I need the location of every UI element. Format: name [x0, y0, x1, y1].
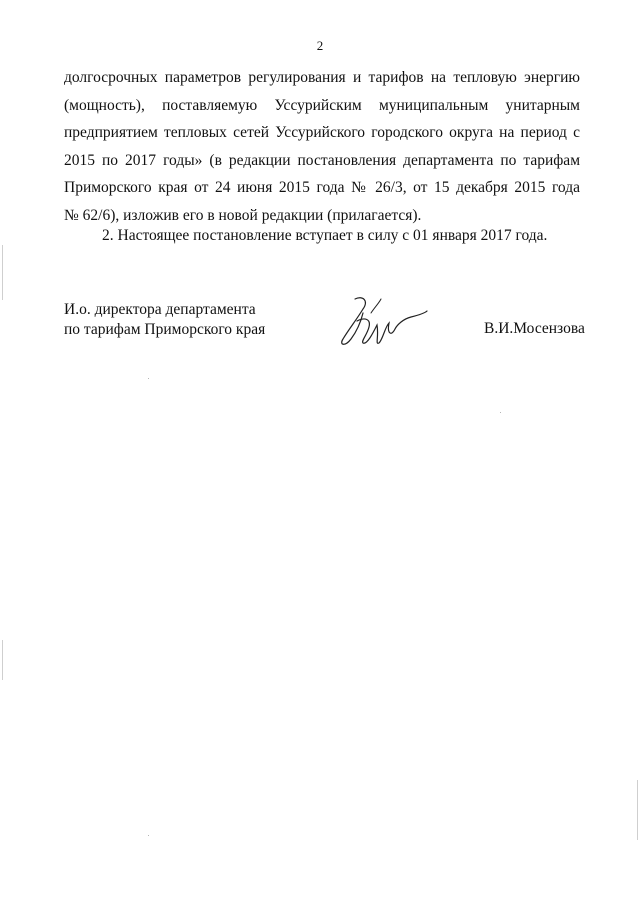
- paragraph-line: долгосрочных параметров регулирования и тарифов на тепловую энергию: [64, 69, 580, 86]
- paragraph-line: № 62/6), изложив его в новой редакции (прилагается).: [64, 206, 422, 224]
- scan-edge-mark: [2, 640, 3, 680]
- paragraph-line: 2015 по 2017 годы» (в редакции постановления департамента по тарифам: [64, 151, 580, 169]
- paragraph-line: (мощность), поставляемую Уссурийским муниципальным унитарным: [64, 96, 580, 114]
- paragraph-line: предприятием тепловых сетей Уссурийского городского округа на период с: [64, 124, 580, 141]
- paragraph-2: 2. Настоящее постановление вступает в силу с 01 января 2017 года.: [102, 227, 548, 244]
- handwritten-signature: [335, 293, 430, 353]
- scan-edge-mark: [2, 245, 3, 300]
- page-number: 2: [316, 38, 324, 53]
- signer-title-line: И.о. директора департамента: [64, 301, 256, 318]
- scan-speck: [148, 835, 149, 836]
- paragraph-1: [64, 64, 580, 229]
- scan-speck: [500, 412, 501, 413]
- signer-title-line: по тарифам Приморского края: [64, 321, 266, 338]
- signer-name: В.И.Мосензова: [484, 320, 585, 337]
- scan-speck: [148, 378, 149, 379]
- scan-edge-mark: [637, 780, 638, 840]
- paragraph-line: Приморского края от 24 июня 2015 года № 26/3, от 15 декабря 2015 года: [64, 179, 580, 196]
- signer-title: [64, 300, 265, 340]
